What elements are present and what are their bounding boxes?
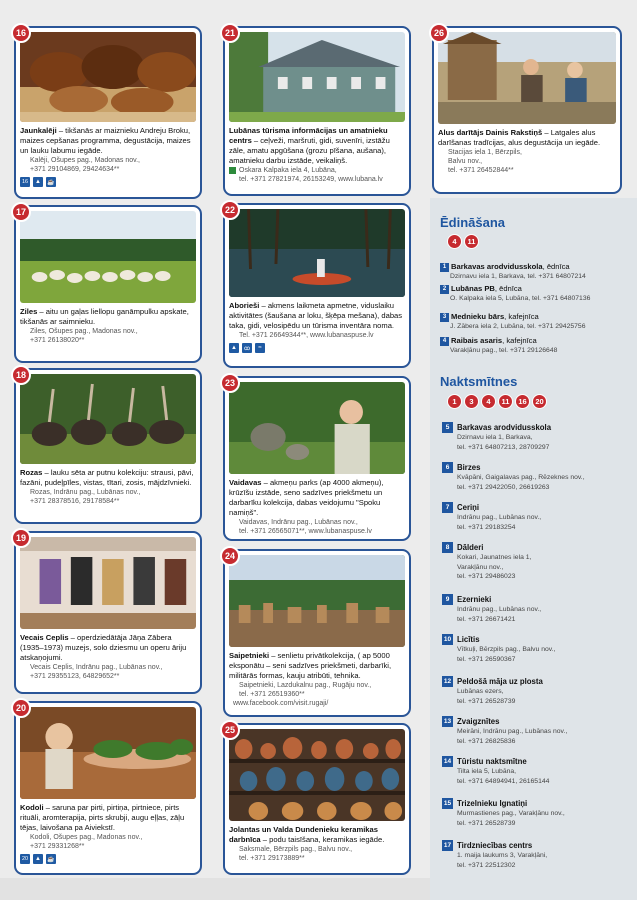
section-title-naktsmitnes: Naktsmītnes xyxy=(440,374,518,389)
card-title: Jolantas un Valda Dundenieku keramikas darbnīca xyxy=(229,825,378,844)
card-description xyxy=(229,478,405,518)
bike-icon: ꝏ xyxy=(242,343,252,353)
item-line: tel. +371 26528739 xyxy=(457,697,516,705)
item-name: Zvaigznītes xyxy=(457,717,500,726)
item-details: J. Zābera iela 2, Lubāna, tel. +371 29425756 xyxy=(450,323,586,330)
card-title: Lubānas tūrisma informācijas un amatnieku centrs xyxy=(229,126,388,145)
card-address: Stacijas iela 1, Bērzpils, xyxy=(448,149,522,156)
item-line: tel. +371 64894941, 26165144 xyxy=(457,777,550,785)
item-number-icon: 1 xyxy=(440,263,449,272)
photo-sauna xyxy=(20,707,196,799)
item-number-icon: 4 xyxy=(440,337,449,346)
photo-sheep-meadow xyxy=(20,211,196,303)
card-dundenieku-keramika xyxy=(223,723,411,875)
edinasana-item xyxy=(440,336,630,355)
card-address: Kodoli, Ošupes pag., Madonas nov., xyxy=(30,834,143,841)
photo-costumes xyxy=(20,537,196,629)
item-line: Lubānas ezers, xyxy=(457,688,504,696)
naktsmitne-item xyxy=(442,502,632,532)
card-jaunkaleji xyxy=(14,26,202,199)
item-details: O. Kalpaka iela 5, Lubāna, tel. +371 64807136 xyxy=(450,295,591,302)
item-line: tel. +371 29486023 xyxy=(457,573,516,581)
card-title: Vaidavas xyxy=(229,478,262,487)
map-ref-circle: 11 xyxy=(464,234,479,249)
item-name: Raibais asaris xyxy=(451,336,503,345)
photo-beer-brewing xyxy=(438,32,616,124)
card-contact: +371 26138020** xyxy=(30,337,85,344)
edinasana-item xyxy=(440,284,630,303)
card-address-text: Oskara Kalpaka iela 4, Lubāna, xyxy=(239,167,337,174)
map-ref-circle: 11 xyxy=(498,394,513,409)
photo-boat-lake xyxy=(229,209,405,297)
naktsmitne-item xyxy=(442,756,632,786)
item-type: , kafejnīca xyxy=(502,336,537,345)
item-line: Indrānu pag., Lubānas nov., xyxy=(457,514,542,522)
card-description xyxy=(438,128,616,148)
item-name: Tūristu naktsmītne xyxy=(457,757,527,766)
card-title: Alus darītājs Dainis Rakstiņš xyxy=(438,128,543,137)
number-icon: 16 xyxy=(21,179,29,185)
map-ref-circle: 3 xyxy=(464,394,479,409)
item-line: Indrānu pag., Lubānas nov., xyxy=(457,606,542,614)
boat-icon: ≈ xyxy=(255,343,265,353)
card-address: Vecais Ceplis, Indrānu pag., Lubānas nov., xyxy=(30,664,163,671)
card-text: – Latgales alus darīšanas tradīcijas, alus degustācija un iegāde. xyxy=(438,128,601,147)
card-contact: tel. +371 27821974, 26153249, www.lubana.lv xyxy=(239,176,383,183)
card-description xyxy=(229,301,405,331)
item-line: tel. +371 26528739 xyxy=(457,819,516,827)
card-text: – saruna par pirti, pirtiņa, pirtniece, pirts rituāli, aromterapija, pirts skrubji, augu eļļas, zāļu tējas, laivošana pa Aiviekstī. xyxy=(20,803,185,832)
card-contact: +371 29331268** xyxy=(30,843,85,850)
item-line: tel. +371 26590367 xyxy=(457,655,516,663)
card-description xyxy=(20,803,196,833)
item-line: tel. +371 64807213, 28709297 xyxy=(457,443,550,451)
edinasana-item xyxy=(440,312,630,331)
item-number-icon: 5 xyxy=(442,422,453,433)
card-number-badge: 25 xyxy=(220,720,240,740)
naktsmitnes-circle-list xyxy=(447,394,547,409)
item-line: tel. +371 26671421 xyxy=(457,615,516,623)
item-number-icon: 7 xyxy=(442,502,453,513)
photo-ostriches xyxy=(20,374,196,464)
card-number-badge: 22 xyxy=(220,200,240,220)
item-line: Kvāpāni, Gaigalavas pag., Rēzeknes nov., xyxy=(457,474,585,482)
item-line: Kokari, Jaunatnes iela 1, xyxy=(457,554,532,562)
card-number-badge: 24 xyxy=(220,546,240,566)
tent-icon: ▲ xyxy=(33,177,43,187)
card-text: – podu taisīšana, keramikas iegāde. xyxy=(260,835,385,844)
card-number-badge: 16 xyxy=(11,23,31,43)
card-description xyxy=(20,633,196,663)
naktsmitne-item xyxy=(442,840,632,870)
card-lubanas-centrs xyxy=(223,26,411,196)
tent-icon: ▲ xyxy=(33,854,43,864)
card-address: Kalēji, Ošupes pag., Madonas nov., xyxy=(30,157,140,164)
card-saipetnieki xyxy=(223,549,411,717)
card-address: Ziles, Ošupes pag., Madonas nov., xyxy=(30,328,138,335)
card-text: – akmens laikmeta apmetne, viduslaiku aktivitātes (šaušana ar loku, šķēpa mešana), dabas taka, gidi, velosipēdu un tūrisma inventāra noma. xyxy=(229,301,403,330)
card-contact: +371 29104869, 29424634** xyxy=(30,166,120,173)
amenity-icons xyxy=(229,343,405,353)
cup-icon: ☕ xyxy=(46,177,56,187)
card-number-badge: 17 xyxy=(11,202,31,222)
card-description xyxy=(20,468,196,488)
card-address: Rozas, Indrānu pag., Lubānas nov., xyxy=(30,489,141,496)
card-text: – ceļveži, maršruti, gidi, suvenīri, izstāžu zāle, amatu apgūšana (grozu pīšana, aušana), amatnieku darbu izstāde, veikaliņš. xyxy=(229,136,390,165)
item-details: Dzirnavu iela 1, Barkava, tel. +371 64807214 xyxy=(450,273,586,280)
item-line: tel. +371 29422050, 26619263 xyxy=(457,483,550,491)
amenity-icons xyxy=(20,177,196,187)
item-type: , kafejnīca xyxy=(504,312,539,321)
map-ref-circle: 4 xyxy=(447,234,462,249)
card-contact: +371 29355123, 64829652** xyxy=(30,673,120,680)
item-line: 1. maija laukums 3, Varakļāni, xyxy=(457,852,548,860)
card-address-line2: Balvu nov., xyxy=(448,158,483,165)
card-text: – akmeņu parks (ap 4000 akmeņu), krūzīšu izstāde, seno sadzīves priekšmetu un darbarīku kolekcija, dabas veidojumu "Spoku namiņš". xyxy=(229,478,384,517)
item-name: Ezernieki xyxy=(457,595,492,604)
item-line: Varakļānu nov., xyxy=(457,563,504,571)
naktsmitne-item xyxy=(442,462,632,492)
cup-icon: ☕ xyxy=(46,854,56,864)
item-type: , ēdnīca xyxy=(494,284,522,293)
number-icon: 20 xyxy=(21,856,29,862)
card-number-badge: 21 xyxy=(220,23,240,43)
item-details: Varakļānu pag., tel. +371 29126648 xyxy=(450,347,558,354)
edinasana-item xyxy=(440,262,630,281)
item-line: tel. +371 29183254 xyxy=(457,523,516,531)
card-kodoli xyxy=(14,701,202,875)
item-number-icon: 10 xyxy=(443,636,452,644)
card-address: Vaidavas, Indrānu pag., Lubānas nov., xyxy=(239,519,358,526)
item-line: Meirāni, Indrānu pag., Lubānas nov., xyxy=(457,728,568,736)
item-number-icon: 13 xyxy=(443,718,452,726)
card-description xyxy=(229,825,405,845)
map-ref-circle: 1 xyxy=(447,394,462,409)
item-line: Vītkuļi, Bērzpils pag., Balvu nov., xyxy=(457,646,556,654)
amenity-icons xyxy=(20,854,196,864)
item-name: Mednieku bārs xyxy=(451,312,505,321)
card-text: – aitu un gaļas liellopu ganāmpulku apskate, tikšanās ar saimnieku. xyxy=(20,307,189,326)
item-line: Dzirnavu iela 1, Barkava, xyxy=(457,434,533,442)
item-number-icon: 14 xyxy=(443,758,452,766)
card-number-badge: 20 xyxy=(11,698,31,718)
item-number-icon: 9 xyxy=(442,594,453,605)
item-name: Lubānas PB xyxy=(451,284,495,293)
photo-ceramics xyxy=(229,729,405,821)
card-text: – senlietu privātkolekcija, ( ap 5000 eksponātu – seni sadzīves priekšmeti, darbarīki, militārās formas, kauju atribūti, tehnika. xyxy=(229,651,392,680)
card-rozas xyxy=(14,368,202,524)
card-vaidavas xyxy=(223,376,411,541)
naktsmitne-item xyxy=(442,542,632,582)
card-description xyxy=(229,651,405,681)
item-name: Ceriņi xyxy=(457,503,480,512)
naktsmitne-item xyxy=(442,716,632,746)
card-description xyxy=(20,307,196,327)
card-title: Jaunkalēji xyxy=(20,126,57,135)
card-address: Saksmale, Bērzpils pag., Balvu nov., xyxy=(239,846,353,853)
item-number-icon: 8 xyxy=(442,542,453,553)
card-ziles xyxy=(14,205,202,363)
item-name: Barkavas arodvidusskola xyxy=(451,262,543,271)
map-ref-circle: 4 xyxy=(481,394,496,409)
item-name: Trizelnieku Ignatiņi xyxy=(457,799,528,808)
card-description xyxy=(20,126,196,156)
map-ref-circle: 20 xyxy=(532,394,547,409)
card-contact: tel. +371 29173889** xyxy=(239,855,305,862)
item-name: Tirdzniecības centrs xyxy=(457,841,533,850)
card-number-badge: 19 xyxy=(11,528,31,548)
item-name: Birzes xyxy=(457,463,481,472)
edinasana-circle-list xyxy=(447,234,479,249)
naktsmitne-item xyxy=(442,594,632,624)
naktsmitne-item xyxy=(442,676,632,706)
item-number-icon: 15 xyxy=(443,800,452,808)
card-contact: tel. +371 26519360** xyxy=(239,691,305,698)
item-line: Murmastienes pag., Varakļānu nov., xyxy=(457,810,565,818)
card-web-link[interactable]: www.facebook.com/visit.rugaji/ xyxy=(233,700,329,707)
item-name: Dālderi xyxy=(457,543,484,552)
naktsmitne-item xyxy=(442,422,632,452)
card-number-badge: 23 xyxy=(220,373,240,393)
item-number-icon: 3 xyxy=(440,313,449,322)
card-alus-daritajs xyxy=(432,26,622,194)
map-ref-circle: 16 xyxy=(515,394,530,409)
card-title: Rozas xyxy=(20,468,43,477)
photo-man-stones xyxy=(229,382,405,474)
item-line: tel. +371 26825836 xyxy=(457,737,516,745)
item-name: Peldošā māja uz plosta xyxy=(457,677,543,686)
card-contact: tel. +371 26565071**, www.lubanaspuse.lv xyxy=(239,528,372,535)
card-description xyxy=(229,126,405,166)
card-contact: Tel. +371 26649344**, www.lubanaspuse.lv xyxy=(239,332,374,339)
card-title: Vecais Ceplis xyxy=(20,633,69,642)
footer-pattern xyxy=(0,878,430,900)
item-name: Barkavas arodvidusskola xyxy=(457,423,552,432)
item-number-icon: 17 xyxy=(443,842,452,850)
photo-building xyxy=(229,32,405,122)
card-contact: +371 28378516, 29178584** xyxy=(30,498,120,505)
card-address xyxy=(229,166,405,175)
photo-bread xyxy=(20,32,196,122)
card-title: Kodoli xyxy=(20,803,44,812)
card-text: – lauku sēta ar putnu kolekciju: strausi, pāvi, fazāni, pudeļpīles, vistas, tītari, zosis, mājdzīvnieki. xyxy=(20,468,194,487)
card-text: – tikšanās ar maiznieku Andreju Broku, maizes cepšanas programma, degustācija, maizes un lauku labumu iegāde. xyxy=(20,126,191,155)
card-contact: tel. +371 26452844** xyxy=(448,167,514,174)
card-vecais-ceplis xyxy=(14,531,202,694)
photo-collection-yard xyxy=(229,555,405,647)
card-number-badge: 18 xyxy=(11,365,31,385)
card-title: Saipetnieki xyxy=(229,651,270,660)
card-address: Saipetnieki, Lazdukalnu pag., Rugāju nov., xyxy=(239,682,372,689)
naktsmitne-item xyxy=(442,634,632,664)
card-title: Ziles xyxy=(20,307,38,316)
info-icon xyxy=(229,167,236,174)
item-line: tel. +371 22512302 xyxy=(457,861,516,869)
item-name: Licītis xyxy=(457,635,480,644)
item-line: Tilta iela 5, Lubāna, xyxy=(457,768,517,776)
item-number-icon: 2 xyxy=(440,285,449,294)
card-aboriesi xyxy=(223,203,411,368)
naktsmitne-item xyxy=(442,798,632,828)
section-title-edinasana: Ēdināšana xyxy=(440,215,506,230)
card-title: Aborieši xyxy=(229,301,260,310)
item-type: , ēdnīca xyxy=(542,262,570,271)
item-number-icon: 6 xyxy=(442,462,453,473)
tent-icon: ▲ xyxy=(229,343,239,353)
item-number-icon: 12 xyxy=(443,678,452,686)
card-number-badge: 26 xyxy=(429,23,449,43)
card-text: – operdziedātāja Jāņa Zābera (1935–1973) muzejs, solo dziesmu un operu āriju atskaņojumi. xyxy=(20,633,187,662)
